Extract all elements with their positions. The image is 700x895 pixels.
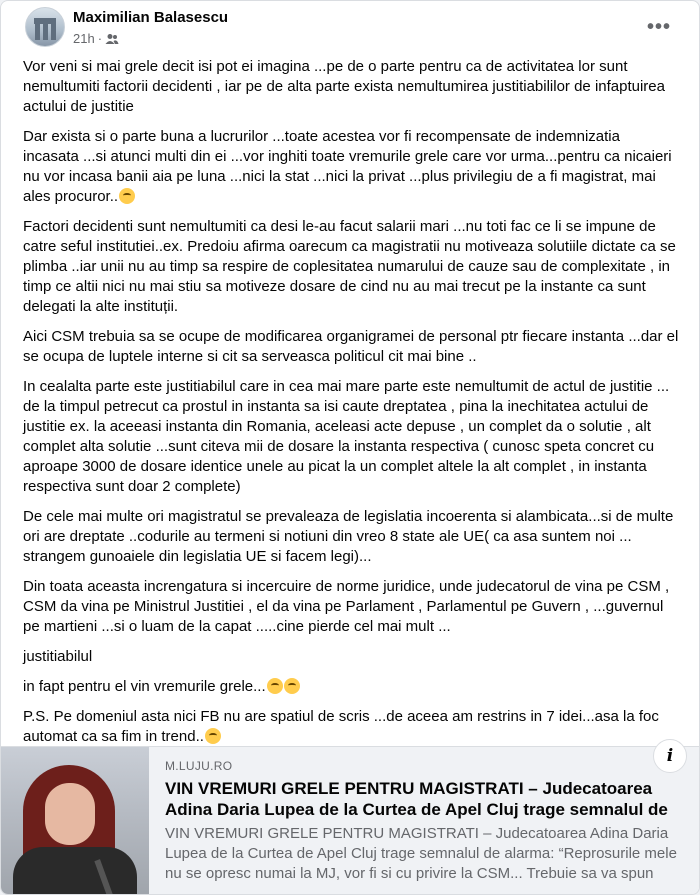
- post-paragraph: Dar exista si o parte buna a lucrurilor ...toate acestea vor fi recompensate de indemnizatia incasata ...si atunci multi din ei ...vor inghiti toate vremurile grele care vor urma...pentru ca nicaieri nu vor incasa banii aia pe luna ...nici la stat ...nici la privat ...plus privilegiu de a fi magistrat, mai ales procuror..: [23, 128, 672, 205]
- winking-emoji-icon: [205, 728, 221, 744]
- author-name[interactable]: Maximilian Balasescu: [73, 9, 229, 26]
- post-header: [25, 7, 683, 51]
- link-preview[interactable]: [1, 746, 699, 895]
- thinking-emoji-icon: [119, 188, 135, 204]
- post-paragraph: P.S. Pe domeniul asta nici FB nu are spatiul de scris ...de aceea am restrins in 7 idei...asa la foc automat ca sa fim in trend..: [23, 708, 659, 745]
- more-icon: •••: [646, 15, 671, 38]
- link-preview-text[interactable]: [165, 747, 685, 884]
- link-title[interactable]: VIN VREMURI GRELE PENTRU MAGISTRATI – Judecatoarea Adina Daria Lupea de la Curtea de Apel Cluj trage semnalul de: [165, 779, 668, 819]
- thinking-emoji-icon: [267, 678, 283, 694]
- post-meta: [73, 31, 119, 46]
- meta-separator: ·: [97, 31, 103, 46]
- more-options-button[interactable]: [643, 11, 675, 43]
- post-paragraph: De cele mai multe ori magistratul se prevaleaza de legislatia incoerenta si alambicata...si de multe ori are dreptate ..codurile au termeni si notiuni din vreo 8 state ale UE( ca asa suntem noi ... strangem gunoaiele din legislatia UE si facem legi)...: [23, 508, 674, 565]
- surprised-emoji-icon: [284, 678, 300, 694]
- link-thumbnail[interactable]: [1, 747, 149, 895]
- post-text: [23, 57, 679, 757]
- info-icon[interactable]: i: [653, 739, 687, 773]
- avatar[interactable]: [25, 7, 65, 47]
- link-domain: M.LUJU.RO: [165, 759, 233, 773]
- post-paragraph: Factori decidenti sunt nemultumiti ca desi le-au facut salarii mari ...nu toti fac ce li se impune de catre seful institutiei..ex. Predoiu afirma oarecum ca magistratii nu motiveaza solutiile dictate ca se plimba ..iar unii nu au timp sa respire de coplesitatea numarului de cauze sau de complexitate , in timp ce altii nici nu mai stiu sa motiveze dosare de cind nu au mai trecut pe la instante ca sunt delegati la alte instituții.: [23, 218, 676, 315]
- link-description: VIN VREMURI GRELE PENTRU MAGISTRATI – Judecatoarea Adina Daria Lupea de la Curtea de Apel Cluj trage semnalul de alarma: “Reprosurile mele nu se opresc numai la MJ, vor fi si cu privire la CSM... Trebuie sa va spun: [165, 825, 677, 882]
- post-paragraph: Vor veni si mai grele decit isi pot ei imagina ...pe de o parte pentru ca de activitatea lor sunt nemultumiti factorii decidenti , iar pe de alta parte exista nemultumirea justitiabililor de infaptuirea actului de justitie: [23, 58, 665, 115]
- post-time[interactable]: 21h: [73, 31, 95, 46]
- friends-icon[interactable]: [105, 33, 119, 45]
- post-paragraph: In cealalta parte este justitiabilul care in cea mai mare parte este nemultumit de actul de justitie ... de la timpul petrecut ca prostul in instanta sa isi caute dreptatea , pina la inechitatea actului de justitie ex. la aceeasi instanta din Romania, aceleasi acte depuse , un complet da o solutie , alt complet alta solutie ...sunt citeva mii de dosare la instanta respectiva ( cunosc speta concret cu aproape 3000 de dosare identice unele au picat la un complet altele la alt complet , in instanta respectiva sunt doar 2 complete): [23, 378, 670, 495]
- post-paragraph: in fapt pentru el vin vremurile grele...: [23, 677, 679, 697]
- post-paragraph: justitiabilul: [23, 648, 93, 665]
- post-paragraph: Aici CSM trebuia sa se ocupe de modificarea organigramei de personal ptr fiecare instanta ...dar el se ocupa de luptele interne si cit sa serveasca politicul cit mai bine ..: [23, 328, 679, 365]
- post-paragraph: Din toata aceasta increngatura si incercuire de norme juridice, unde judecatorul de vina pe CSM , CSM da vina pe Ministrul Justitiei , el da vina pe Parlament , Parlamentul pe Guvern , ...guvernul pe martieni ...si o luam de la capat .....cine pierde cel mai mult ...: [23, 578, 670, 635]
